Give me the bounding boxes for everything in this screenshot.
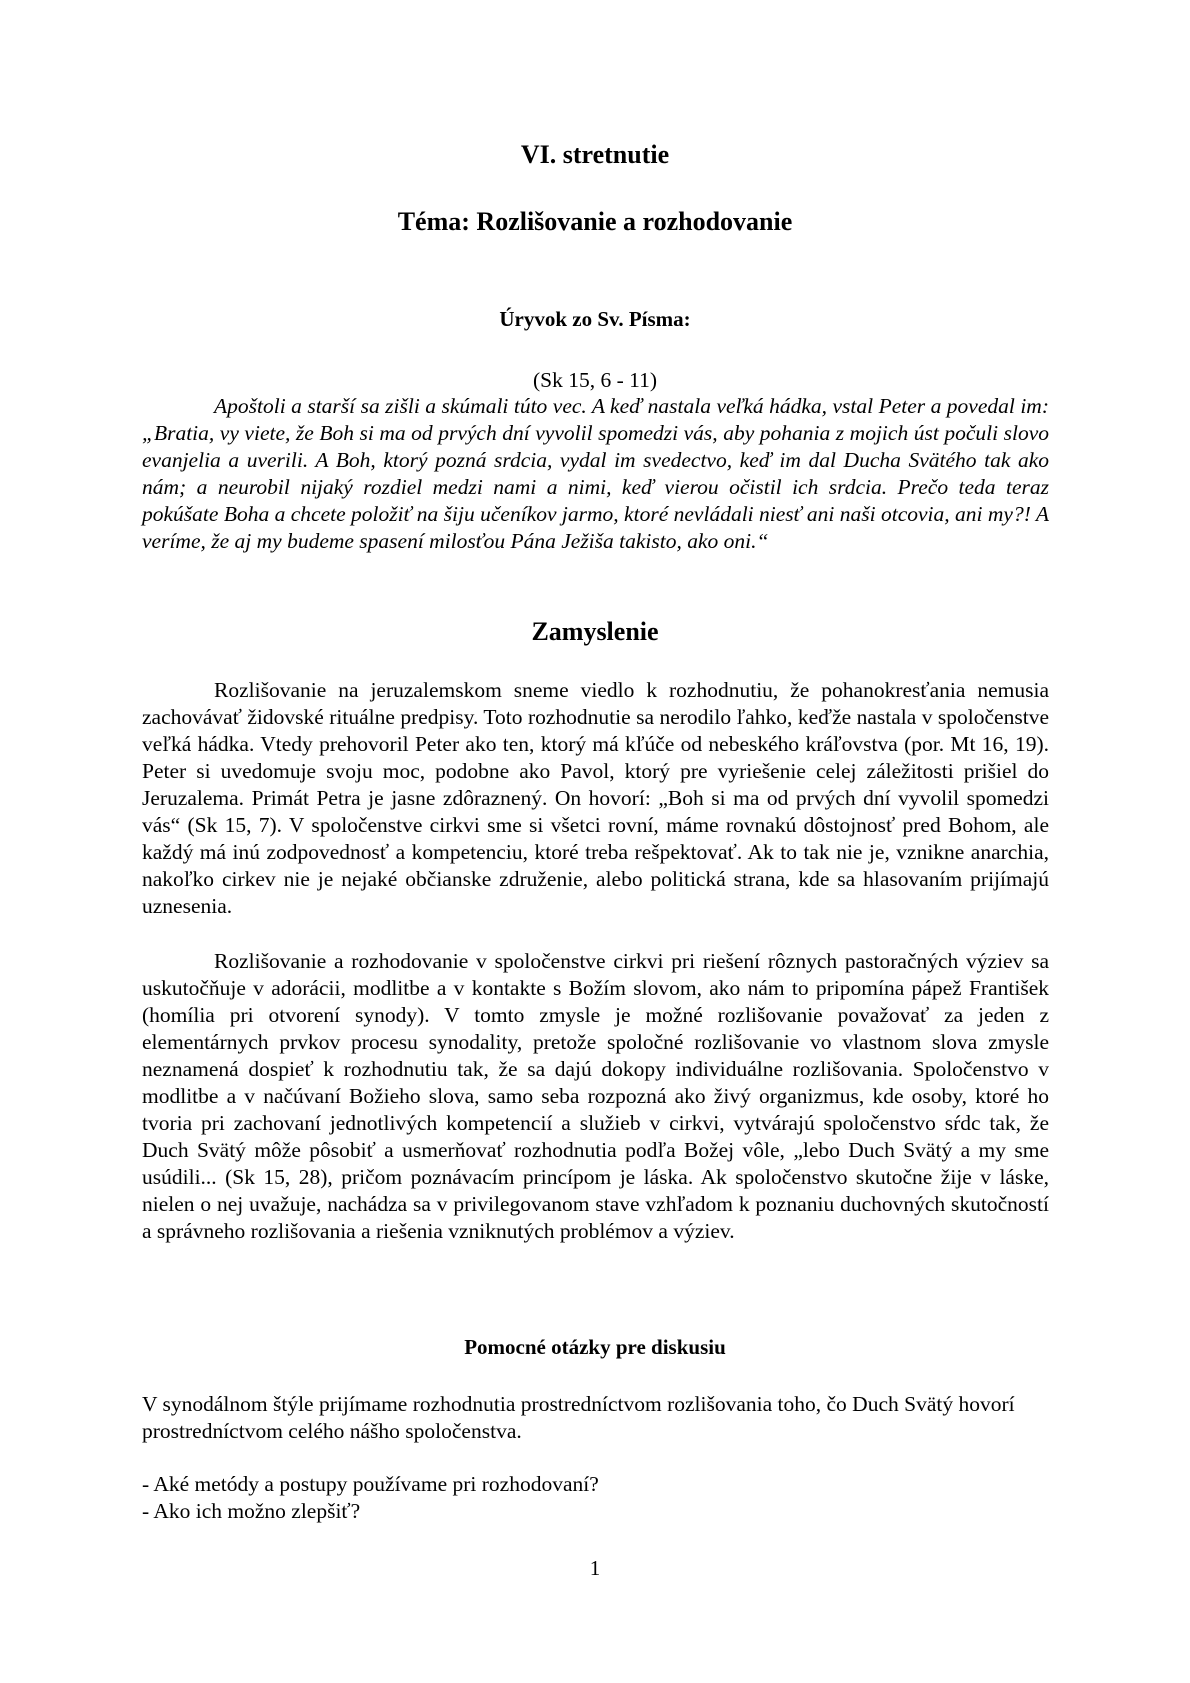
discussion-intro: V synodálnom štýle prijímame rozhodnutia prostredníctvom rozlišovania toho, čo Duch Svätý hovorí prostredníctvom celého nášho spoločenstva. bbox=[142, 1392, 1015, 1443]
reflection-paragraph: Rozlišovanie a rozhodovanie v spoločenstve cirkvi pri riešení rôznych pastoračných výziev sa uskutočňuje v adorácii, modlitbe a v kontakte s Božím slovom, ako nám to pripomína pápež František (homília pri otvorení synody). V tomto zmysle je možné rozlišovanie považovať za jeden z elementárnych prvkov procesu synodality, pretože spoločné rozlišovanie vo vlastnom slova zmysle neznamená dospieť k rozhodnutiu tak, že sa dajú dokopy individuálne rozlišovania. Spoločenstvo v modlitbe a v načúvaní Božieho slova, samo seba rozpozná ako živý organizmus, kde osoby, ktoré ho tvoria pri zachovaní jednotlivých kompetencií a služieb v cirkvi, vytvárajú spoločenstvo sŕdc tak, že Duch Svätý môže pôsobiť a usmerňovať rozhodnutia podľa Božej vôle, „lebo Duch Svätý a my sme usúdili... (Sk 15, 28), pričom poznávacím princípom je láska. Ak spoločenstvo skutočne žije v láske, nielen o nej uvažuje, nachádza sa v privilegovanom stave vzhľadom k poznaniu duchovných skutočností a správneho rozlišovania a riešenia vzniknutých problémov a výziev. bbox=[142, 949, 1049, 1243]
scripture-passage: Apoštoli a starší sa zišli a skúmali túto vec. A keď nastala veľká hádka, vstal Peter a povedal im: „Bratia, vy viete, že Boh si ma od prvých dní vyvolil spomedzi vás, aby pohania z mojich úst počuli slovo evanjelia a uverili. A Boh, ktorý pozná srdcia, vydal im svedectvo, keď im dal Ducha Svätého tak ako nám; a neurobil nijaký rozdiel medzi nami a nimi, keď vierou očistil ich srdcia. Prečo teda teraz pokúšate Boha a chcete položiť na šiju učeníkov jarmo, ktoré nevládali niesť ani naši otcovia, ani my?! A veríme, že aj my budeme spasení milosťou Pána Ježiša takisto, ako oni.“ bbox=[142, 394, 1049, 553]
discussion-questions-heading: Pomocné otázky pre diskusiu bbox=[464, 1335, 726, 1359]
reflection-heading: Zamyslenie bbox=[531, 617, 659, 646]
reflection-paragraph: Rozlišovanie na jeruzalemskom sneme viedlo k rozhodnutiu, že pohanokresťania nemusia zachovávať židovské rituálne predpisy. Toto rozhodnutie sa nerodilo ľahko, keďže nastala v spoločenstve veľká hádka. Vtedy prehovoril Peter ako ten, ktorý má kľúče od nebeského kráľovstva (por. Mt 16, 19). Peter si uvedomuje svoju moc, podobne ako Pavol, ktorý pre vyriešenie celej záležitosti prišiel do Jeruzalema. Primát Petra je jasne zdôraznený. On hovorí: „Boh si ma od prvých dní vyvolil spomedzi vás“ (Sk 15, 7). V spoločenstve cirkvi sme si všetci rovní, máme rovnakú dôstojnosť pred Bohom, ale každý má inú zodpovednosť a kompetenciu, ktoré treba rešpektovať. Ak to tak nie je, vznikne anarchia, nakoľko cirkev nie je nejaké občianske združenie, alebo politická strana, kde sa hlasovaním prijímajú uznesenia. bbox=[142, 678, 1049, 918]
discussion-question: - Ako ich možno zlepšiť? bbox=[142, 1499, 361, 1523]
scripture-reference: (Sk 15, 6 - 11) bbox=[532, 368, 657, 392]
scripture-excerpt-heading: Úryvok zo Sv. Písma: bbox=[499, 307, 691, 331]
discussion-question: - Aké metódy a postupy používame pri rozhodovaní? bbox=[142, 1472, 599, 1496]
discussion-questions-list bbox=[142, 1471, 1049, 1525]
meeting-title: VI. stretnutie bbox=[520, 140, 670, 169]
theme-title: Téma: Rozlišovanie a rozhodovanie bbox=[397, 207, 793, 236]
page-number: 1 bbox=[589, 1556, 601, 1580]
